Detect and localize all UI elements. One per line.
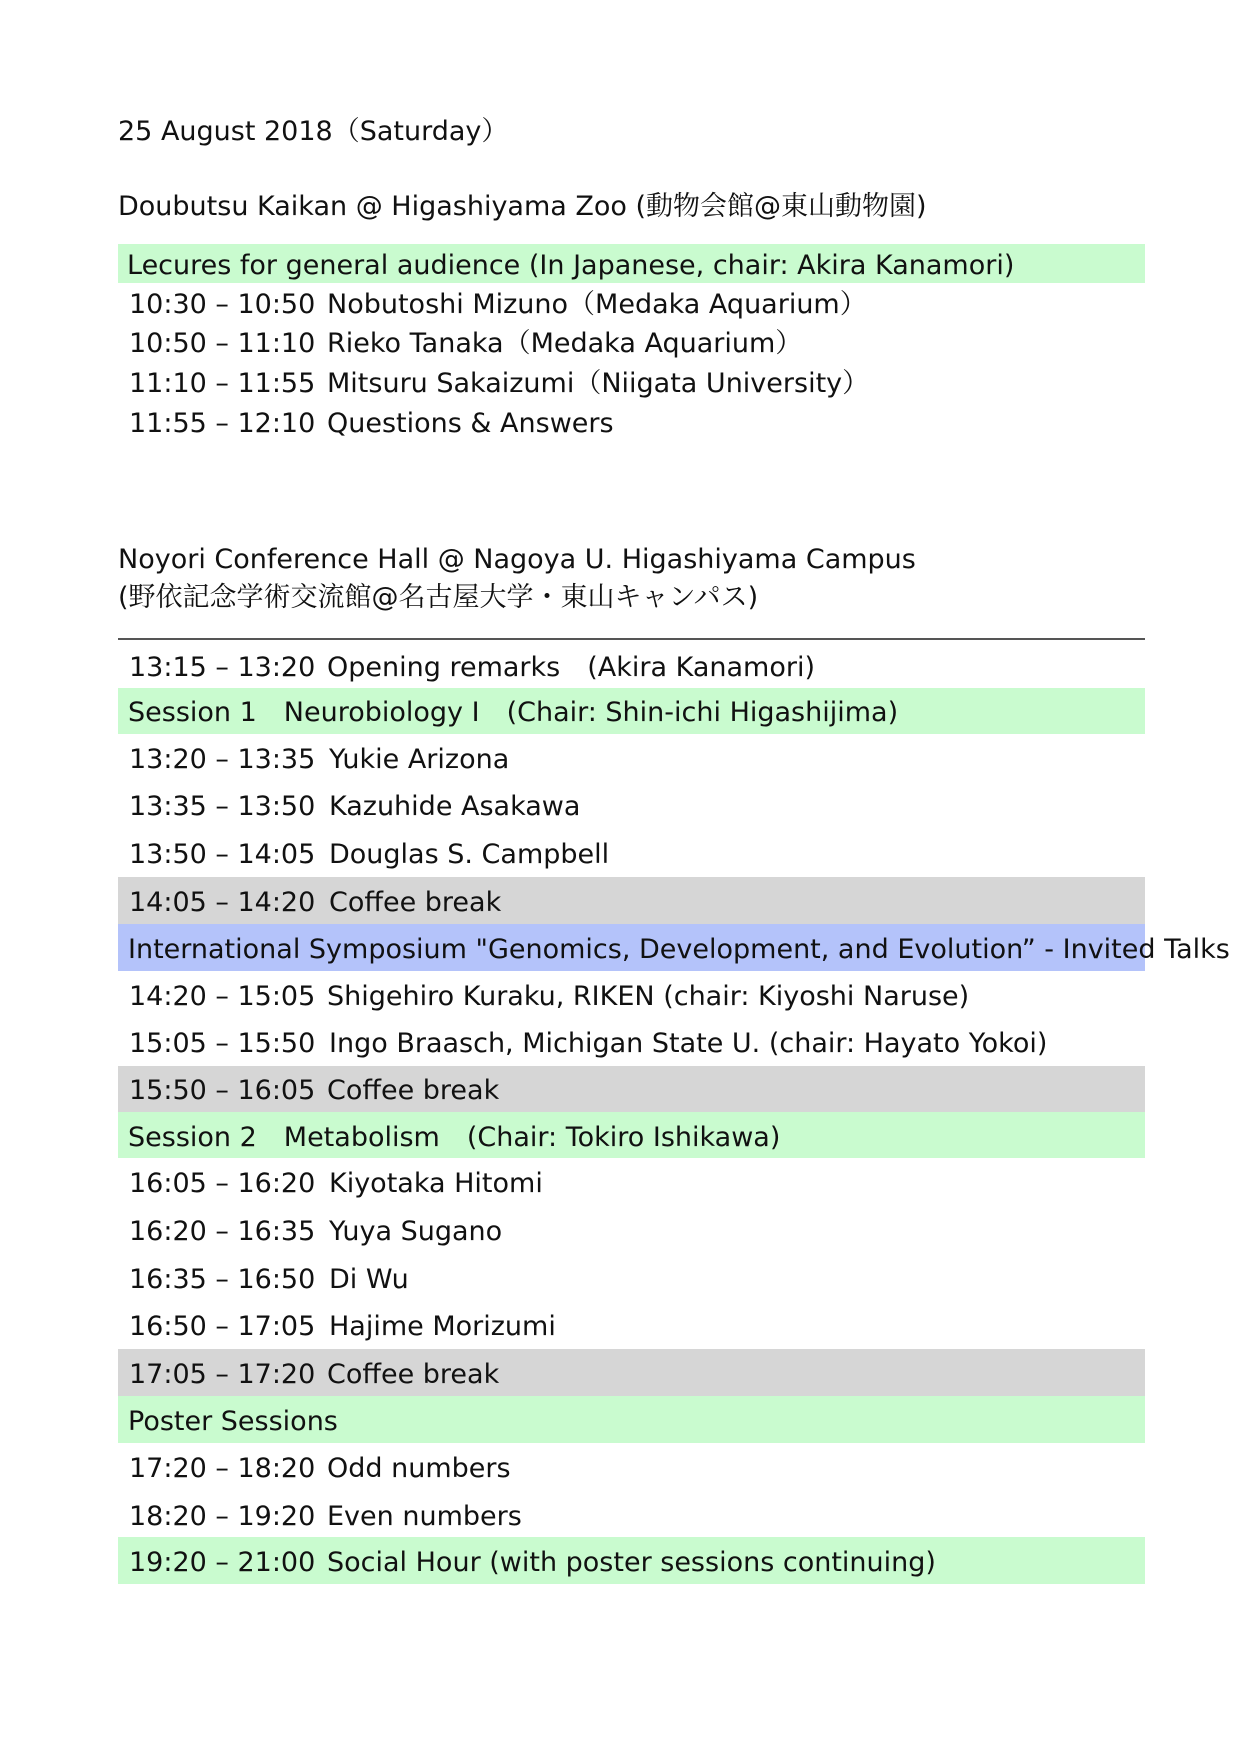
row-time: 14:20 – 15:05 (129, 981, 316, 1012)
row-description: Douglas S. Campbell (329, 839, 610, 870)
row-time: 10:30 – 10:50 (129, 289, 316, 320)
row-time: 13:15 – 13:20 (129, 652, 316, 683)
row-description: Opening remarks (Akira Kanamori) (327, 652, 815, 683)
session-1-header: Session 1 Neurobiology I (Chair: Shin-ichi Higashijima) (128, 697, 899, 728)
row-time: 17:05 – 17:20 (129, 1359, 316, 1390)
row-description: Social Hour (with poster sessions continuing) (327, 1547, 936, 1578)
section-divider (118, 638, 1145, 640)
row-time: 16:50 – 17:05 (129, 1311, 316, 1342)
venue-2-title-japanese: (野依記念学術交流館@名古屋大学・東山キャンパス) (118, 582, 759, 613)
schedule-date: 25 August 2018（Saturday） (118, 116, 509, 147)
symposium-header: International Symposium "Genomics, Development, and Evolution” - Invited Talks (128, 934, 1230, 965)
row-description: Mitsuru Sakaizumi（Niigata University） (327, 368, 870, 399)
row-description: Even numbers (327, 1501, 522, 1532)
lectures-header: Lecures for general audience (In Japanese, chair: Akira Kanamori) (127, 250, 1015, 281)
row-description: Questions & Answers (327, 408, 614, 439)
row-description: Rieko Tanaka（Medaka Aquarium） (327, 328, 803, 359)
row-description: Di Wu (329, 1264, 409, 1295)
row-time: 13:35 – 13:50 (129, 791, 316, 822)
row-description: Yuya Sugano (329, 1216, 503, 1247)
row-time: 10:50 – 11:10 (129, 328, 316, 359)
row-description: Kiyotaka Hitomi (329, 1168, 543, 1199)
row-time: 11:10 – 11:55 (129, 368, 316, 399)
row-description: Hajime Morizumi (329, 1311, 556, 1342)
row-description: Coffee break (327, 1075, 500, 1106)
row-time: 11:55 – 12:10 (129, 408, 316, 439)
row-description: Nobutoshi Mizuno（Medaka Aquarium） (327, 289, 867, 320)
row-time: 13:50 – 14:05 (129, 839, 316, 870)
row-description: Yukie Arizona (329, 744, 510, 775)
row-description: Coffee break (327, 1359, 500, 1390)
row-description: Ingo Braasch, Michigan State U. (chair: Hayato Yokoi) (329, 1028, 1048, 1059)
row-time: 16:20 – 16:35 (129, 1216, 316, 1247)
row-time: 14:05 – 14:20 (129, 887, 316, 918)
row-description: Coffee break (329, 887, 502, 918)
row-time: 16:05 – 16:20 (129, 1168, 316, 1199)
row-time: 18:20 – 19:20 (129, 1501, 316, 1532)
row-time: 19:20 – 21:00 (129, 1547, 316, 1578)
session-2-header: Session 2 Metabolism (Chair: Tokiro Ishikawa) (128, 1122, 781, 1153)
row-time: 15:50 – 16:05 (129, 1075, 316, 1106)
row-description: Kazuhide Asakawa (329, 791, 581, 822)
venue-2-title: Noyori Conference Hall @ Nagoya U. Higashiyama Campus (118, 544, 916, 575)
row-time: 15:05 – 15:50 (129, 1028, 316, 1059)
venue-1-title: Doubutsu Kaikan @ Higashiyama Zoo (動物会館@東山動物園) (118, 191, 927, 222)
row-time: 13:20 – 13:35 (129, 744, 316, 775)
row-time: 17:20 – 18:20 (129, 1453, 316, 1484)
row-description: Shigehiro Kuraku, RIKEN (chair: Kiyoshi Naruse) (327, 981, 970, 1012)
row-description: Odd numbers (327, 1453, 511, 1484)
poster-sessions-header: Poster Sessions (128, 1406, 338, 1437)
row-time: 16:35 – 16:50 (129, 1264, 316, 1295)
